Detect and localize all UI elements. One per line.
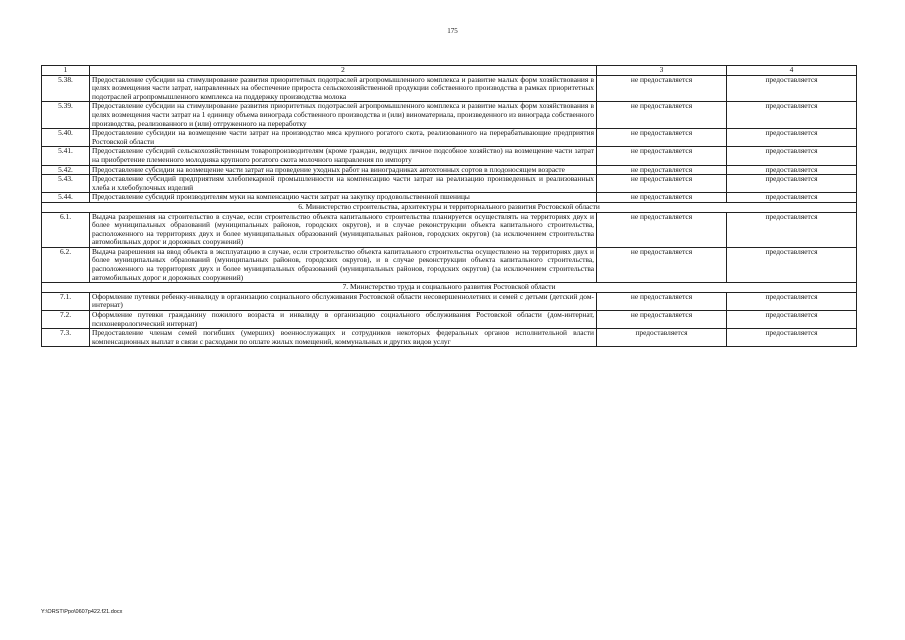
status-col-4: предоставляется [727,129,857,147]
service-name: Предоставление субсидии на стимулирование развития приоритетных подотраслей агропромышленного комплекса и развитие малых форм хозяйствования в целях возмещения части затрат, направленных на обеспечение прироста сельскохозяйственной продукции собственного производства в рамках приоритетных подотраслей агропромышленного комплекса на поддержку производства молока [90,75,597,102]
status-col-4: предоставляется [727,175,857,193]
item-number: 7.2. [42,311,90,329]
header-col-1: 1 [42,66,90,76]
services-table [41,65,857,347]
table-row [42,129,857,147]
status-col-3: предоставляется [597,329,727,347]
status-col-3: не предоставляется [597,165,727,175]
table-row [42,147,857,165]
item-number: 5.40. [42,129,90,147]
section-heading-row [42,202,857,212]
item-number: 7.1. [42,292,90,310]
service-name: Предоставление субсидии на возмещение части затрат на проведение уходных работ на виноградниках автохтонных сортов в плодоносящем возрасте [90,165,597,175]
status-col-4: предоставляется [727,212,857,247]
service-name: Оформление путевки ребенку-инвалиду в организацию социального обслуживания Ростовской области несовершеннолетних и семей с детьми (детский дом-интернат) [90,292,597,310]
service-name: Выдача разрешения на строительство в случае, если строительство объекта капитального строительства планируется осуществлять на территориях двух и более муниципальных образований (муниципальных районов, городских округов), и в случае реконструкции объекта капитального строительства, расположенного на территориях двух и более муниципальных образований (муниципальных районов, городских округов) (за исключением строительства автомобильных дорог и дорожных сооружений) [90,212,597,247]
table-row [42,247,857,282]
status-col-3: не предоставляется [597,311,727,329]
item-number: 7.3. [42,329,90,347]
item-number: 5.44. [42,193,90,203]
status-col-3: не предоставляется [597,147,727,165]
status-col-3: не предоставляется [597,129,727,147]
section-heading-row [42,283,857,293]
status-col-3: не предоставляется [597,102,727,129]
table-row [42,329,857,347]
service-name: Предоставление субсидий сельскохозяйственным товаропроизводителям (кроме граждан, ведущих личное подсобное хозяйство) на возмещение части затрат на приобретение племенного молодняка крупного рогатого скота молочного направления по импорту [90,147,597,165]
header-col-4: 4 [727,66,857,76]
status-col-4: предоставляется [727,292,857,310]
item-number: 5.41. [42,147,90,165]
item-number: 5.38. [42,75,90,102]
table-row [42,193,857,203]
status-col-4: предоставляется [727,311,857,329]
section-heading: 6. Министерство строительства, архитектуры и территориального развития Ростовской области [42,202,857,212]
status-col-4: предоставляется [727,247,857,282]
status-col-4: предоставляется [727,329,857,347]
table-row [42,175,857,193]
status-col-3: не предоставляется [597,175,727,193]
item-number: 5.43. [42,175,90,193]
item-number: 6.1. [42,212,90,247]
item-number: 5.39. [42,102,90,129]
item-number: 6.2. [42,247,90,282]
status-col-4: предоставляется [727,75,857,102]
header-col-2: 2 [90,66,597,76]
table-header-row [42,66,857,76]
status-col-4: предоставляется [727,102,857,129]
status-col-4: предоставляется [727,147,857,165]
table-row [42,292,857,310]
header-col-3: 3 [597,66,727,76]
status-col-3: не предоставляется [597,75,727,102]
table-row [42,311,857,329]
service-name: Предоставление субсидии на возмещение части затрат на производство мяса крупного рогатого скота, реализованного на перерабатывающие предприятия Ростовской области [90,129,597,147]
status-col-3: не предоставляется [597,247,727,282]
service-name: Предоставление субсидий предприятиям хлебопекарной промышленности на компенсацию части затрат на реализацию произведенных и реализованных хлеба и хлебобулочных изделий [90,175,597,193]
page-number: 175 [447,27,458,35]
service-name: Предоставление субсидий производителям муки на компенсацию части затрат на закупку продовольственной пшеницы [90,193,597,203]
status-col-4: предоставляется [727,165,857,175]
service-name: Выдача разрешения на ввод объекта в эксплуатацию в случае, если строительство объекта капитального строительства осуществлено на территориях двух и более муниципальных образований (муниципальных районов, городских округов), и в случае реконструкции объекта капитального строительства, расположенного на территориях двух и более муниципальных образований (муниципальных районов, городских округов) (за исключением строительства автомобильных дорог и дорожных сооружений) [90,247,597,282]
status-col-4: предоставляется [727,193,857,203]
table-row [42,75,857,102]
service-name: Предоставление субсидии на стимулирование развития приоритетных подотраслей агропромышленного комплекса и развитие малых форм хозяйствования в целях возмещения части затрат на 1 единицу объема винограда собственного производства и (или) виноматериала, произведенного из винограда собственного производства, реализованного и (или) отгруженного на переработку [90,102,597,129]
section-heading: 7. Министерство труда и социального развития Ростовской области [42,283,857,293]
status-col-3: не предоставляется [597,193,727,203]
file-path-footer: Y:\ORST\Ppo\0607p422.f21.docx [41,609,123,615]
item-number: 5.42. [42,165,90,175]
status-col-3: не предоставляется [597,212,727,247]
service-name: Предоставление членам семей погибших (умерших) военнослужащих и сотрудников некоторых федеральных органов исполнительной власти компенсационных выплат в связи с расходами по оплате жилых помещений, коммунальных и других видов услуг [90,329,597,347]
status-col-3: не предоставляется [597,292,727,310]
service-name: Оформление путевки гражданину пожилого возраста и инвалиду в организацию социального обслуживания Ростовской области (дом-интернат, психоневрологический интернат) [90,311,597,329]
table-row [42,212,857,247]
table-row [42,102,857,129]
